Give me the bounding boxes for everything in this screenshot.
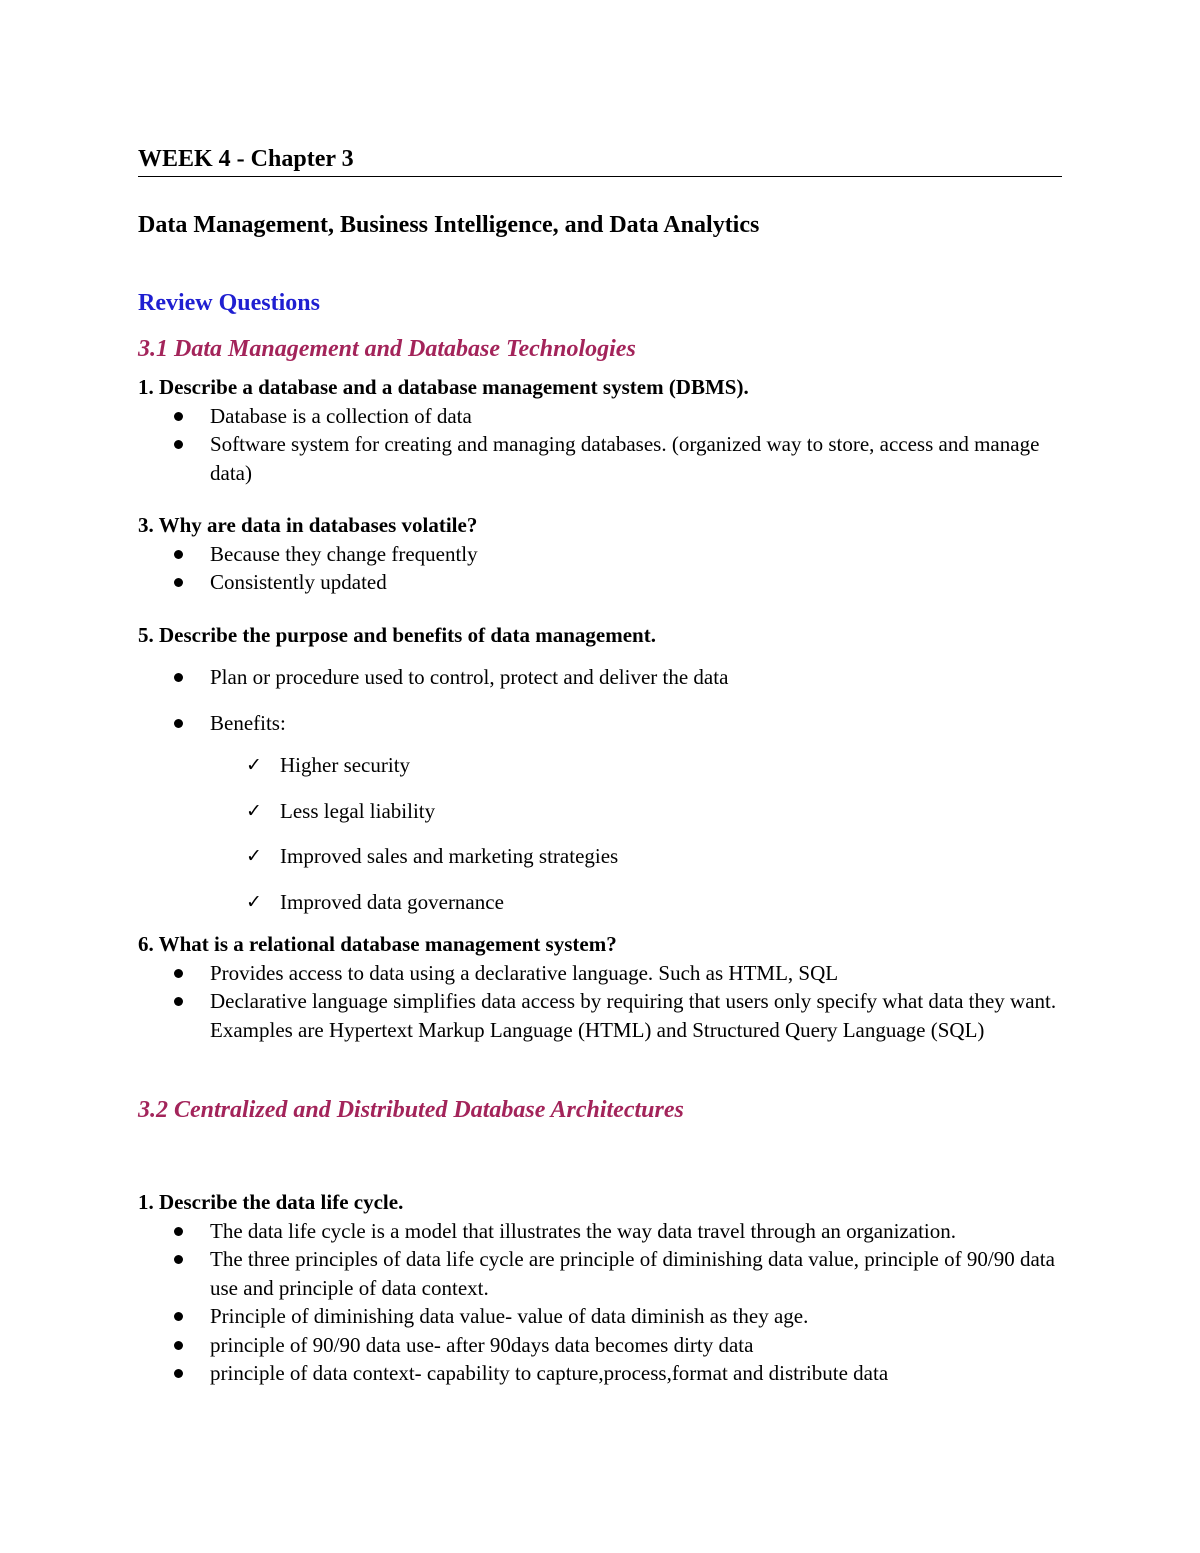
section-heading-3-1: 3.1 Data Management and Database Technologies	[138, 336, 636, 362]
list-item	[210, 1331, 1062, 1360]
list-item	[210, 663, 1062, 692]
bullet-icon	[174, 1369, 183, 1378]
list-item	[210, 709, 1062, 917]
list-item-text: Consistently updated	[210, 570, 387, 594]
list-item	[210, 1217, 1062, 1246]
bullet-icon	[174, 969, 183, 978]
list-item	[210, 402, 1062, 431]
bullet-icon	[174, 440, 183, 449]
checklist-item	[246, 751, 1062, 780]
benefits-checklist	[210, 751, 1062, 916]
bullet-icon	[174, 550, 183, 559]
review-questions-heading: Review Questions	[138, 290, 320, 316]
list-item-text: Plan or procedure used to control, protect and deliver the data	[210, 665, 729, 689]
question-text: 1. Describe the data life cycle.	[138, 1190, 404, 1214]
list-item	[210, 987, 1062, 1044]
week-title: WEEK 4 - Chapter 3	[138, 142, 1062, 177]
checklist-item-text: Improved sales and marketing strategies	[280, 844, 619, 868]
checklist-item-text: Improved data governance	[280, 889, 504, 914]
bullet-icon	[174, 997, 183, 1006]
list-item-text: principle of data context- capability to capture,process,format and distribute data	[210, 1361, 889, 1385]
list-item-text: The data life cycle is a model that illustrates the way data travel through an organization.	[210, 1218, 957, 1243]
answer-list	[138, 402, 1062, 488]
bullet-icon	[174, 1341, 183, 1350]
section-heading-3-2: 3.2 Centralized and Distributed Database Architectures	[138, 1097, 684, 1123]
list-item-text: The three principles of data life cycle are principle of diminishing data value, principle of 90/90 data use and principle of data context.	[210, 1247, 1055, 1300]
list-item	[210, 430, 1062, 487]
list-item-text: Database is a collection of data	[210, 403, 472, 428]
list-item	[210, 568, 1062, 597]
list-item-text: Principle of diminishing data value- value of data diminish as they age.	[210, 1304, 809, 1328]
answer-list	[138, 663, 1062, 916]
bullet-icon	[174, 412, 183, 421]
question-text: 6. What is a relational database management system?	[138, 932, 617, 956]
question-text: 3. Why are data in databases volatile?	[138, 513, 478, 537]
document-subtitle: Data Management, Business Intelligence, and Data Analytics	[138, 212, 760, 238]
checkmark-icon: ✓	[246, 845, 262, 867]
answer-list	[138, 1217, 1062, 1388]
list-item-text: Because they change frequently	[210, 541, 478, 566]
bullet-icon	[174, 1255, 183, 1264]
question-block	[138, 1188, 1062, 1388]
bullet-icon	[174, 1312, 183, 1321]
question-block	[138, 373, 1062, 487]
list-item-text: Declarative language simplifies data access by requiring that users only specify what data they want. Examples are Hypertext Markup Language (HTML) and Structured Query Language (SQL)	[210, 989, 1057, 1042]
checkmark-icon: ✓	[246, 754, 262, 776]
list-item	[210, 1302, 1062, 1331]
bullet-icon	[174, 719, 183, 728]
list-item-text: Software system for creating and managing databases. (organized way to store, access and manage data)	[210, 432, 1040, 485]
checklist-item	[246, 842, 1062, 871]
question-text: 1. Describe a database and a database management system (DBMS).	[138, 375, 749, 399]
checkmark-icon: ✓	[246, 799, 262, 822]
list-item-text: principle of 90/90 data use- after 90days data becomes dirty data	[210, 1332, 754, 1357]
list-item	[210, 1245, 1062, 1302]
question-block	[138, 930, 1062, 1044]
list-item	[210, 959, 1062, 988]
list-item-text: Provides access to data using a declarative language. Such as HTML, SQL	[210, 960, 839, 985]
question-block	[138, 511, 1062, 597]
checklist-item-text: Higher security	[280, 753, 411, 777]
question-block	[138, 621, 1062, 917]
bullet-icon	[174, 578, 183, 587]
list-item	[210, 1359, 1062, 1388]
bullet-icon	[174, 1227, 183, 1236]
checklist-item	[246, 797, 1062, 826]
checklist-item	[246, 888, 1062, 917]
bullet-icon	[174, 673, 183, 682]
checkmark-icon: ✓	[246, 890, 262, 913]
answer-list	[138, 540, 1062, 597]
list-item-text: Benefits:	[210, 710, 286, 735]
document-body	[138, 142, 1062, 1388]
checklist-item-text: Less legal liability	[280, 798, 436, 823]
list-item	[210, 540, 1062, 569]
question-text: 5. Describe the purpose and benefits of data management.	[138, 622, 656, 647]
answer-list	[138, 959, 1062, 1045]
